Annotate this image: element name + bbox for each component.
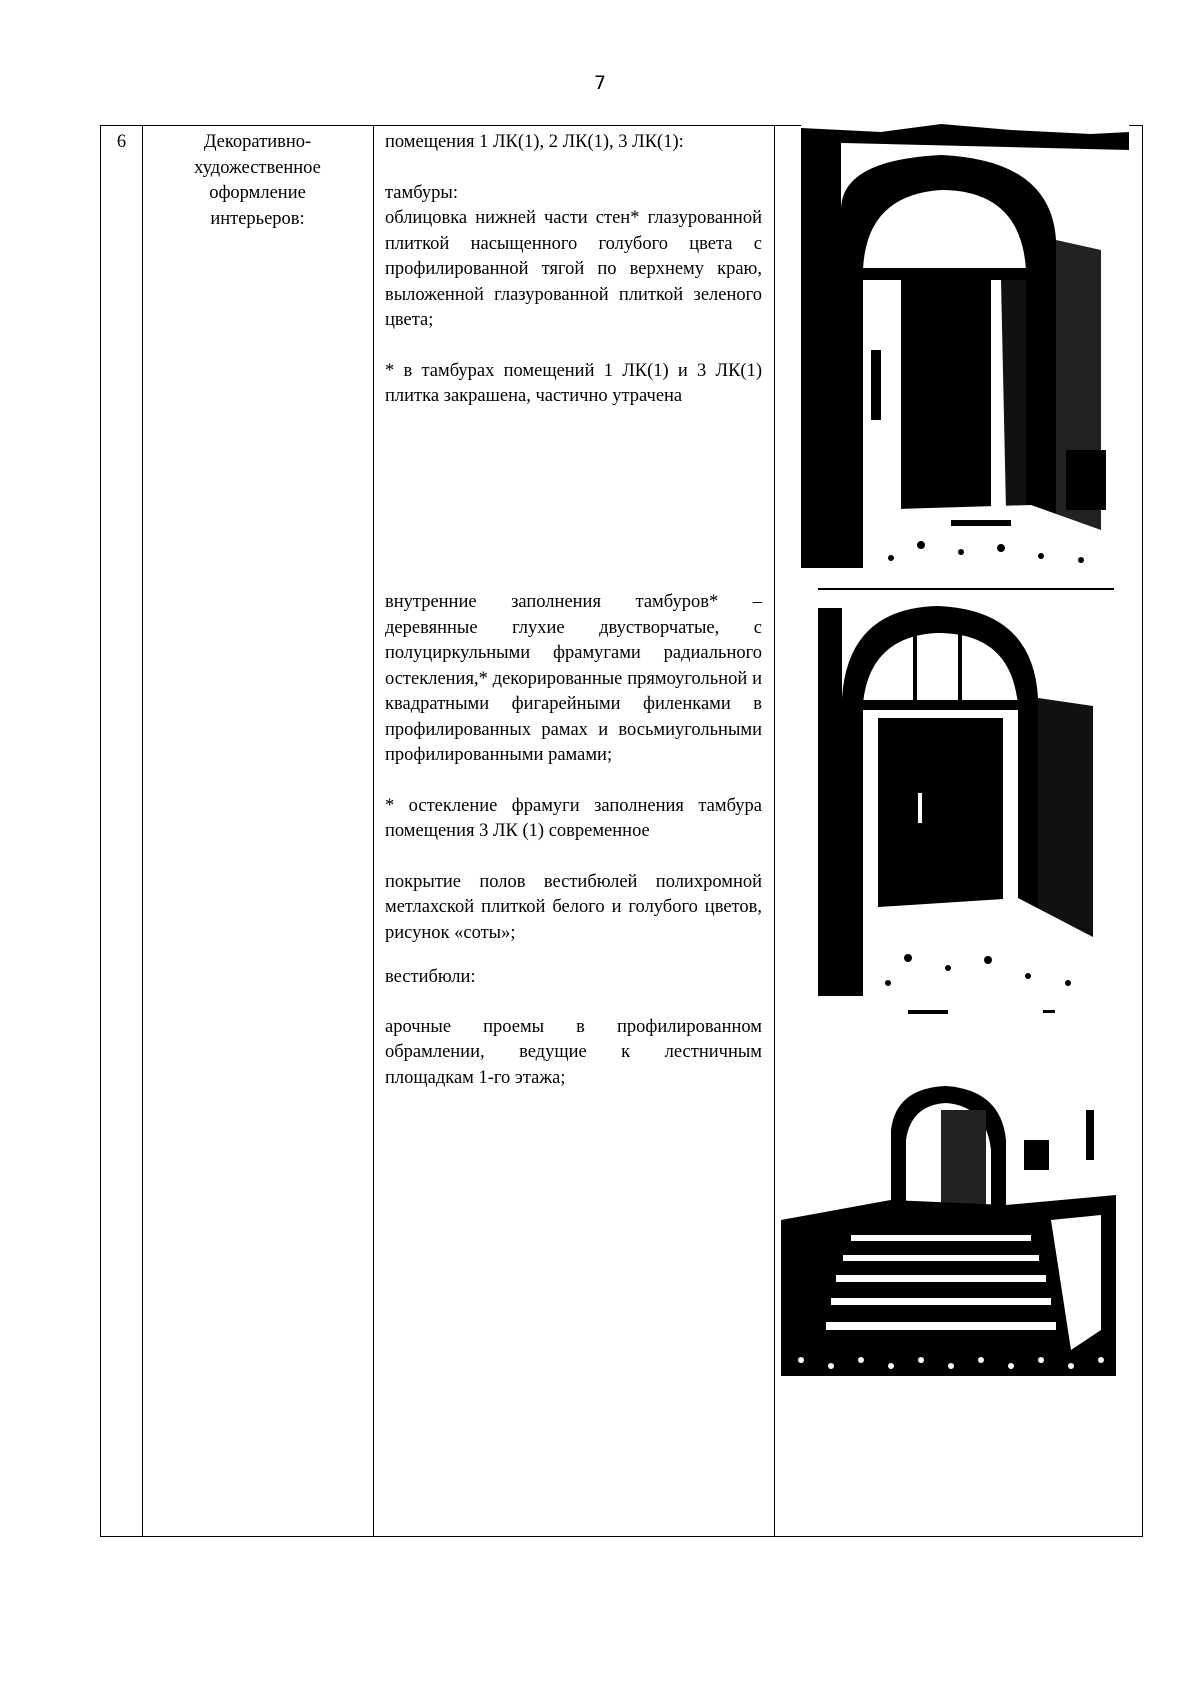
tambour-arch-photo <box>801 120 1129 568</box>
photo-vestibule-stairs <box>781 1070 1116 1376</box>
column-divider <box>142 126 143 1536</box>
heritage-table <box>100 125 1143 1537</box>
premises-intro: помещения 1 ЛК(1), 2 ЛК(1), 3 ЛК(1): <box>385 132 684 152</box>
photo-tambour-1 <box>801 120 1129 568</box>
wall-tiling-text: облицовка нижней части стен* глазурованной плиткой насыщенного голубого цвета с профилированной тягой по верхнему краю, выложенной глазурованной плиткой зеленого цвета; <box>385 208 762 330</box>
row-title-line: Декоративно- <box>203 132 312 152</box>
arched-openings-text: арочные проемы в профилированном обрамлении, ведущие к лестничным площадкам 1-го этажа; <box>385 1016 762 1088</box>
row-title-line: интерьеров: <box>210 208 305 229</box>
tambour-fillings-text: внутренние заполнения тамбуров* – деревянные глухие двустворчатые, с полуциркульными фрамугами радиального остекления,* декорированные прямоугольной и квадратными фигарейными филенками в профилированных рамах и восьмиугольными профилированными рамами; <box>385 592 762 765</box>
row-title-line: оформление <box>209 183 306 203</box>
section-heading-tambours: тамбуры: <box>385 182 459 203</box>
description-cell <box>373 126 774 1526</box>
tiling-note: * в тамбурах помещений 1 ЛК(1) и 3 ЛК(1) плитка закрашена, частично утрачена <box>385 360 762 406</box>
row-title <box>142 130 373 232</box>
photo-tambour-door <box>818 588 1114 1016</box>
tambour-door-photo <box>818 588 1114 1016</box>
row-number: 6 <box>116 132 127 152</box>
glazing-note: * остекление фрамуги заполнения тамбура помещения 3 ЛК (1) современное <box>385 795 762 841</box>
column-divider <box>774 126 775 1536</box>
section-heading-vestibules: вестибюли: <box>385 967 476 987</box>
vestibule-stairs-photo <box>781 1070 1116 1376</box>
page-number: 7 <box>593 72 607 94</box>
floor-covering-text: покрытие полов вестибюлей полихромной метлахской плиткой белого и голубого цветов, рисунок «соты»; <box>385 871 762 943</box>
row-title-line: художественное <box>194 157 321 178</box>
